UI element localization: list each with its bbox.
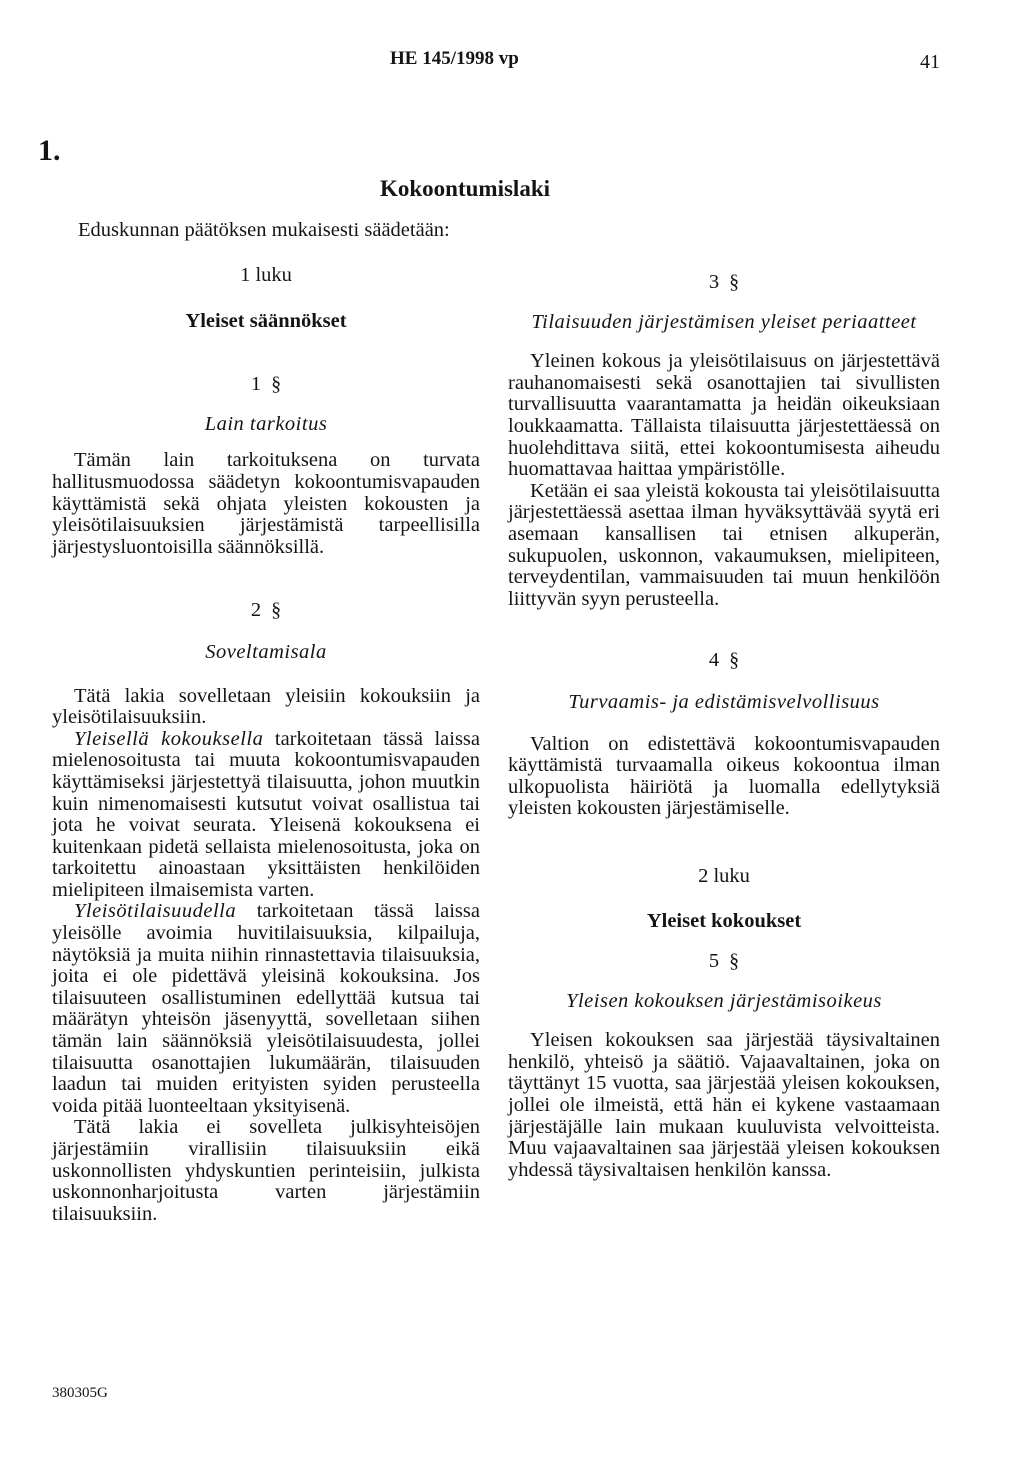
section-4-number: 4 <box>708 649 720 672</box>
section-3-paragraph-2: Ketään ei saa yleistä kokousta tai yleisötilaisuutta järjestettäessä asettaa ilman hyväksyttävää syytä eri asemaan kansallisen tai etnisen alkuperän, sukupuolen, uskonnon, vakaumuksen, mielipiteen, terveydentilan, vammaisuuden tai muun henkilöön liittyvän syyn perusteella. <box>508 479 940 610</box>
section-2-paragraph-4: Tätä lakia ei sovelleta julkisyhteisöjen järjestämiin virallisiin tilaisuuksiin eikä uskonnollisten yhdyskuntien perinteisiin, julkista uskonnonharjoitusta varten järjestämiin tilaisuuksiin. <box>52 1116 480 1225</box>
section-sign: § <box>729 271 740 293</box>
paragraph-text: tarkoitetaan tässä laissa mielenosoitusta tai muuta kokoontumisvapauden käyttämiseksi järjestettyä tilaisuutta, johon muutkin kuin nimenomaisesti kutsutut voivat osallistua tai jota he voivat seurata. Yleisenä kokouksena ei kuitenkaan pidetä sellaista mielenosoitusta, joka on tarkoitettu ainoastaan yksittäisten henkilöiden mielipiteen ilmaisemista varten. <box>52 727 480 901</box>
section-2-paragraph-1: Tätä lakia sovelletaan yleisiin kokouksiin ja yleisötilaisuuksiin. <box>52 684 480 729</box>
section-sign: § <box>729 649 740 672</box>
law-number: 1. <box>38 134 61 167</box>
chapter-2-title: Yleiset kokoukset <box>646 910 802 933</box>
paragraph-text: tarkoitetaan tässä laissa yleisölle avoimia huvitilaisuuksia, kilpailuja, näytöksiä ja muita niihin rinnastettavia tilaisuuksia, joita ei ole pidettävä yleisinä kokouksina. Jos tilaisuuteen osallistuminen edellyttää kutsua tai määrätyn yhteisön jäsenyyttä, sovelletaan siihen tämän lain säännöksiä yleisötilaisuudesta, jollei tilaisuutta osanottajien lukumäärän, tilaisuuden laadun tai muiden erityisten syiden perusteella voida pitää luonteeltaan yksityisenä. <box>52 900 480 1117</box>
section-2-title: Soveltamisala <box>205 640 327 663</box>
section-4-heading-number <box>508 650 940 672</box>
running-header: HE 145/1998 vp <box>390 48 519 69</box>
section-1-number: 1 <box>250 373 262 396</box>
section-5-text: Yleisen kokouksen saa järjestää täysivaltainen henkilö, yhteisö ja säätiö. Vajaavaltainen, joka on täyttänyt 15 vuotta, saa järjestää yleisen kokouksen, jollei ole ilmeistä, että hän ei kykene vastaamaan järjestäjälle lain mukaan kuuluvista velvoitteista. Muu vajaavaltainen saa järjestää yleisen kokouksen yhdessä täysivaltaisen henkilön kanssa. <box>508 1029 940 1181</box>
chapter-1-number: 1 luku <box>240 264 292 286</box>
section-1-text: Tämän lain tarkoituksena on turvata hallitusmuodossa säädetyn kokoontumisvapauden käyttämistä sekä ohjata yleisten kokousten ja yleisötilaisuuksien järjestämistä tarpeellisilla järjestysluontoisilla säännöksillä. <box>52 449 480 558</box>
section-5-title: Yleisen kokouksen järjestämisoikeus <box>566 989 882 1012</box>
section-4-text: Valtion on edistettävä kokoontumisvapauden käyttämistä turvaamalla oikeus kokoontua ilman ulkopuolista häiriötä ja luomalla edellytyksiä yleisten kokousten järjestämiselle. <box>508 732 940 820</box>
chapter-1-title: Yleiset säännökset <box>185 309 347 332</box>
right-column <box>508 272 940 1181</box>
section-3-paragraph-1: Yleinen kokous ja yleisötilaisuus on järjestettävä rauhanomaisesti sekä osanottajien tai sivullisten turvallisuutta vaarantamatta ja heidän oikeuksiaan loukkaamatta. Tällaista tilaisuutta järjestettäessä on huolehdittava siitä, ettei kokoontumisesta aiheudu huomattavaa haittaa ympäristölle. <box>508 350 940 481</box>
section-3-title: Tilaisuuden järjestämisen yleiset periaatteet <box>531 310 917 333</box>
section-2-number: 2 <box>250 599 262 622</box>
section-3-number: 3 <box>708 271 720 293</box>
section-2-paragraph-2 <box>52 729 480 902</box>
section-4-title: Turvaamis- ja edistämisvelvollisuus <box>568 690 880 713</box>
print-code: 380305G <box>52 1385 108 1401</box>
section-2-heading-number <box>52 600 480 622</box>
section-sign: § <box>729 950 740 973</box>
chapter-2-number: 2 luku <box>698 864 750 887</box>
section-sign: § <box>271 599 282 622</box>
section-5-heading-number <box>508 951 940 973</box>
section-1-heading-number <box>52 374 480 396</box>
law-title: Kokoontumislaki <box>380 176 550 201</box>
defined-term: Yleisötilaisuudella <box>74 900 237 923</box>
section-2-paragraph-3 <box>52 901 480 1117</box>
section-1-title: Lain tarkoitus <box>204 412 328 435</box>
left-column <box>52 265 480 1225</box>
defined-term: Yleisellä kokouksella <box>74 727 264 750</box>
section-sign: § <box>271 373 282 396</box>
enacting-clause: Eduskunnan päätöksen mukaisesti säädetään: <box>78 219 450 241</box>
section-3-heading-number <box>508 272 940 294</box>
section-5-number: 5 <box>708 950 720 973</box>
page-number: 41 <box>920 51 940 73</box>
